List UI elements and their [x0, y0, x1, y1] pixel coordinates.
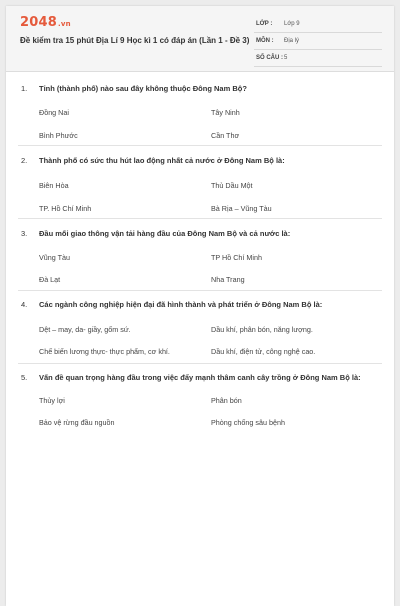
site-logo[interactable] [20, 15, 71, 30]
answer-option[interactable]: Bình Phước [39, 131, 78, 140]
question-text: Vấn đề quan trọng hàng đầu trong việc đẩy mạnh thâm canh cây trồng ở Đông Nam Bộ là: [39, 373, 361, 382]
answer-option[interactable]: Dệt – may, da- giầy, gốm sứ. [39, 325, 131, 334]
worksheet-header [6, 6, 394, 72]
answer-option[interactable]: Thủy lợi [39, 396, 65, 405]
document-title: Đề kiểm tra 15 phút Địa Lí 9 Học kì 1 có đáp án (Lần 1 - Đề 3) [20, 36, 250, 45]
meta-value: Địa lý [284, 38, 300, 44]
meta-label: LỚP : [256, 21, 273, 27]
meta-row-subject [254, 33, 382, 50]
worksheet-page [6, 6, 394, 606]
answer-option[interactable]: Nha Trang [211, 275, 245, 284]
question-text: Các ngành công nghiệp hiện đại đã hình thành và phát triển ở Đông Nam Bộ là: [39, 300, 323, 309]
answer-option[interactable]: Đồng Nai [39, 108, 69, 117]
meta-label: SỐ CÂU : [256, 55, 283, 61]
answer-option[interactable]: Phòng chống sâu bệnh [211, 418, 285, 427]
meta-value: Lớp 9 [284, 21, 300, 27]
question-text: Thành phố có sức thu hút lao động nhất cả nước ở Đông Nam Bộ là: [39, 156, 285, 165]
question-header [6, 371, 394, 383]
question-header [6, 154, 394, 166]
question-divider [18, 218, 382, 219]
answer-option[interactable]: Dầu khí, phân bón, năng lượng. [211, 325, 313, 334]
question-header [6, 227, 394, 239]
question-divider [18, 363, 382, 364]
meta-label: MÔN : [256, 38, 274, 44]
question-header [6, 82, 394, 94]
answer-option[interactable]: Dầu khí, điện tử, công nghệ cao. [211, 347, 316, 356]
answer-option[interactable]: Biên Hòa [39, 181, 69, 190]
answer-option[interactable]: Thủ Dầu Một [211, 181, 253, 190]
answer-option[interactable]: Đà Lạt [39, 275, 61, 284]
question-number: 4. [21, 300, 28, 309]
meta-row-class [254, 16, 382, 33]
logo-text: 2048 [20, 15, 57, 30]
question-number: 2. [21, 156, 28, 165]
question-divider [18, 290, 382, 291]
answer-option[interactable]: Bảo vệ rừng đầu nguồn [39, 418, 115, 427]
answer-option[interactable]: Cần Thơ [211, 131, 240, 140]
question-divider [18, 145, 382, 146]
meta-table [254, 16, 382, 67]
question-text: Đầu mối giao thông vận tải hàng đầu của Đông Nam Bộ và cả nước là: [39, 229, 291, 238]
logo-suffix: .vn [57, 20, 71, 28]
answer-option[interactable]: TP. Hồ Chí Minh [39, 204, 92, 213]
meta-row-question-count [254, 50, 382, 67]
question-number: 1. [21, 84, 28, 93]
answer-option[interactable]: Phân bón [211, 396, 242, 405]
answer-option[interactable]: Vũng Tàu [39, 253, 71, 262]
answer-option[interactable]: TP Hồ Chí Minh [211, 253, 262, 262]
question-number: 3. [21, 229, 28, 238]
answer-option[interactable]: Chế biến lương thực- thực phẩm, cơ khí. [39, 347, 170, 356]
answer-option[interactable]: Bà Rịa – Vũng Tàu [211, 204, 272, 213]
question-header [6, 298, 394, 310]
answer-option[interactable]: Tây Ninh [211, 108, 240, 117]
question-number: 5. [21, 373, 28, 382]
meta-value: 5 [284, 55, 288, 61]
question-text: Tỉnh (thành phố) nào sau đây không thuộc Đông Nam Bộ? [39, 84, 247, 93]
